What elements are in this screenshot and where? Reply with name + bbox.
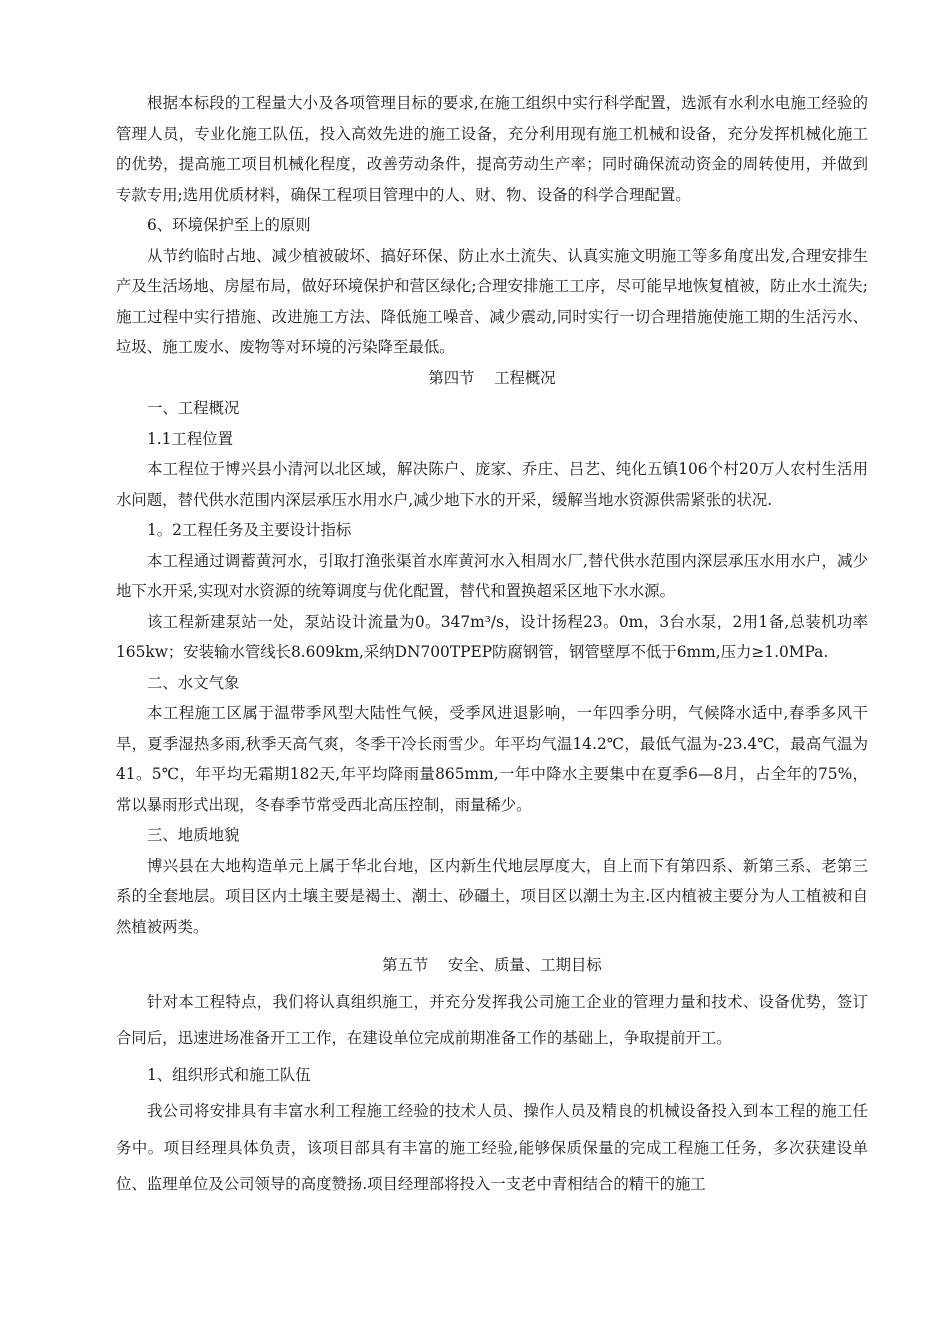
paragraph-location: 本工程位于博兴县小清河以北区域，解决陈户、庞家、乔庄、吕艺、纯化五镇106个村20万人农村生活用水问题，替代供水范围内深层承压水用水户,减少地下水的开采，缓解当地水资源供需紧张的状况.: [116, 460, 868, 509]
paragraph-team: 我公司将安排具有丰富水利工程施工经验的技术人员、操作人员及精良的机械设备投入到本工程的施工任务中。项目经理具体负责，该项目部具有丰富的施工经验,能够保质保量的完成工程施工任务，多次获建设单位、监理单位及公司领导的高度赞扬.项目经理部将投入一支老中青相结合的精干的施工: [116, 1102, 868, 1193]
paragraph-pump-station: 该工程新建泵站一处，泵站设计流量为0。347m³/s，设计扬程23。0m，3台水泵，2用1备,总装机功率165kw；安装输水管线长8.609km,采纳DN700TPEP防腐钢管，钢管壁厚不低于6mm,压力≥1.0MPa.: [116, 612, 868, 661]
paragraph-climate: 本工程施工区属于温带季风型大陆性气候，受季风进退影响，一年四季分明，气候降水适中,春季多风干旱，夏季湿热多雨,秋季天高气爽，冬季干冷长雨雪少。年平均气温14.2℃，最低气温为-23.4℃，最高气温为41。5℃，年平均无霜期182天,年平均降雨量865mm,一年中降水主要集中在夏季6—8月，占全年的75%，常以暴雨形式出现，冬春季节常受西北高压控制，雨量稀少。: [116, 704, 868, 814]
paragraph-resource-config: 根据本标段的工程量大小及各项管理目标的要求,在施工组织中实行科学配置，选派有水利水电施工经验的管理人员，专业化施工队伍，投入高效先进的施工设备，充分利用现有施工机械和设备，充分发挥机械化施工的优势，提高施工项目机械化程度，改善劳动条件，提高劳动生产率；同时确保流动资金的周转使用，并做到专款专用;选用优质材料，确保工程项目管理中的人、财、物、设备的科学合理配置。: [116, 94, 868, 204]
paragraph-task: 本工程通过调蓄黄河水，引取打渔张渠首水库黄河水入相周水厂,替代供水范围内深层承压水用水户，减少地下水开采,实现对水资源的统筹调度与优化配置，替代和置换超采区地下水水源。: [116, 551, 868, 600]
paragraph-environment: 从节约临时占地、减少植被破坏、搞好环保、防止水土流失、认真实施文明施工等多角度出发,合理安排生产及生活场地、房屋布局，做好环境保护和营区绿化;合理安排施工工序，尽可能早地恢复植被，防止水土流失;施工过程中实行措施、改进施工方法、降低施工噪音、减少震动,同时实行一切合理措施使施工期的生活污水、垃圾、施工废水、废物等对环境的污染降至最低。: [116, 246, 868, 356]
paragraph-geology: 博兴县在大地构造单元上属于华北台地，区内新生代地层厚度大，自上而下有第四系、新第三系、老第三系的全套地层。项目区内土壤主要是褐土、潮土、砂礓土，项目区以潮土为主.区内植被主要分为人工植被和自然植被两类。: [116, 856, 868, 936]
section-5: [116, 947, 868, 1203]
subheading-task-indicators: 1。2工程任务及主要设计指标: [147, 521, 352, 539]
subheading-project-overview: 一、工程概况: [147, 399, 240, 417]
subheading-organization: 1、组织形式和施工队伍: [147, 1065, 311, 1084]
paragraph-intro: 针对本工程特点，我们将认真组织施工，并充分发挥我公司施工企业的管理力量和技术、设备优势，签订合同后，迅速进场准备开工工作，在建设单位完成前期准备工作的基础上，争取提前开工。: [116, 992, 868, 1047]
item-6-title: 6、环境保护至上的原则: [147, 216, 311, 234]
subheading-hydrology-climate: 二、水文气象: [147, 673, 240, 692]
section-5-heading: 第五节 安全、质量、工期目标: [382, 956, 602, 974]
subheading-geology: 三、地质地貌: [147, 826, 240, 844]
document-page: [116, 88, 868, 1203]
section-4-heading: 第四节 工程概况: [428, 368, 556, 387]
subheading-project-location: 1.1工程位置: [147, 429, 234, 448]
